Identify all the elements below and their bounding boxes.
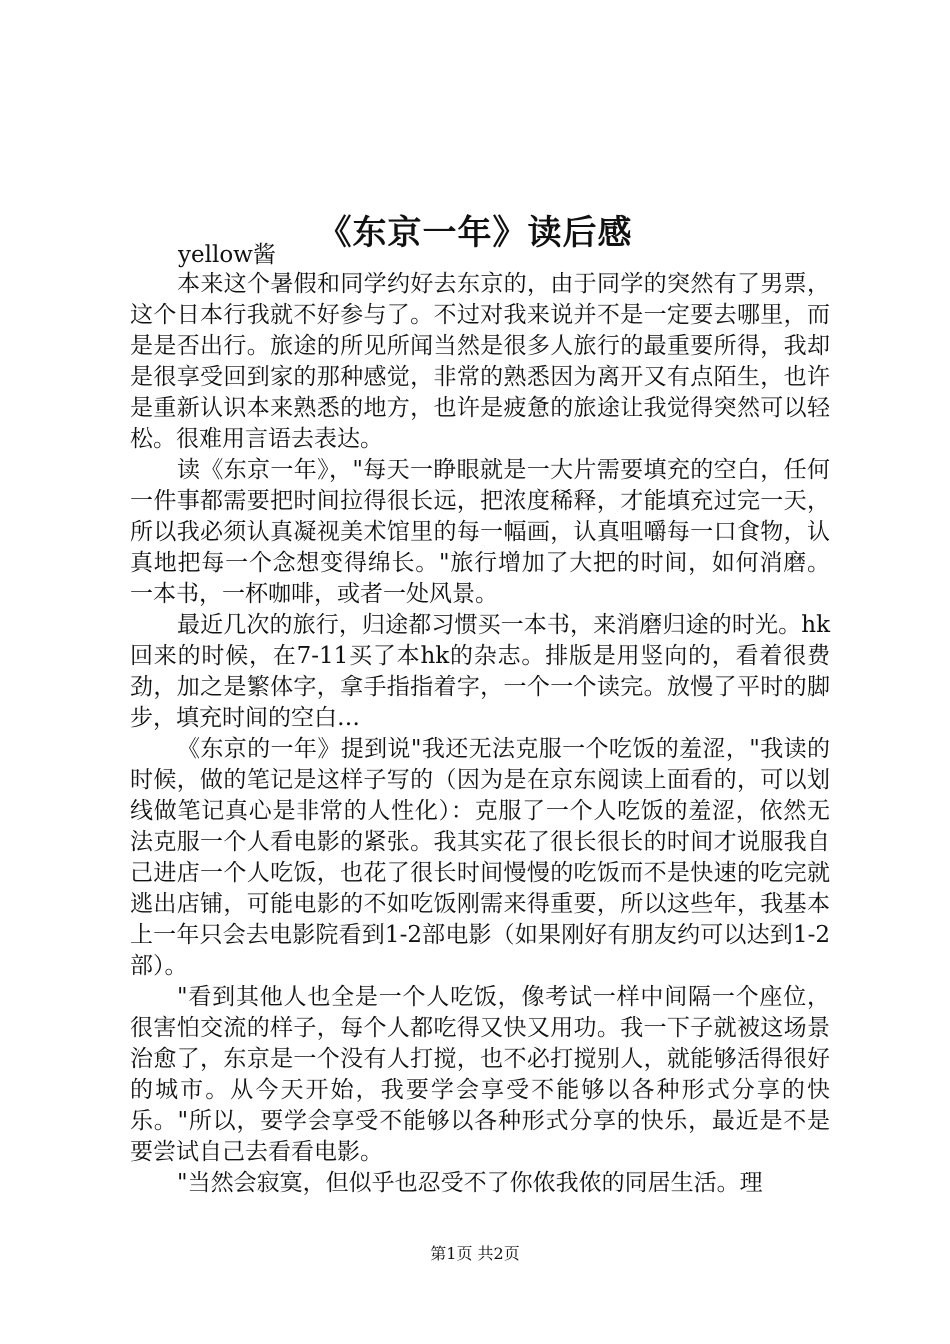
paragraph-1: 本来这个暑假和同学约好去东京的，由于同学的突然有了男票，这个日本行我就不好参与了。不过对我来说并不是一定要去哪里，而是是否出行。旅途的所见所闻当然是很多人旅行的最重要所得，我却是很享受回到家的那种感觉，非常的熟悉因为离开又有点陌生，也许是重新认识本来熟悉的地方，也许是疲惫的旅途让我觉得突然可以轻松。很难用言语去表达。 xyxy=(130,271,830,452)
paragraph-5: "看到其他人也全是一个人吃饭，像考试一样中间隔一个座位，很害怕交流的样子，每个人都吃得又快又用功。我一下子就被这场景治愈了，东京是一个没有人打搅，也不必打搅别人，就能够活得很好的城市。从今天开始，我要学会享受不能够以各种形式分享的快乐。"所以，要学会享受不能够以各种形式分享的快乐，最近是不是要尝试自己去看看电影。 xyxy=(130,984,830,1165)
document-title: 《东京一年》读后感 xyxy=(317,212,633,253)
paragraph-4: 《东京的一年》提到说"我还无法克服一个吃饭的羞涩，"我读的时候，做的笔记是这样子写的（因为是在京东阅读上面看的，可以划线做笔记真心是非常的人性化）：克服了一个人吃饭的羞涩，依然无法克服一个人看电影的紧张。我其实花了很长很长的时间才说服我自己进店一个人吃饭，也花了很长时间慢慢的吃饭而不是快速的吃完就逃出店铺，可能电影的不如吃饭刚需来得重要，所以这些年，我基本上一年只会去电影院看到1-2部电影（如果刚好有朋友约可以达到1-2部）。 xyxy=(130,736,830,979)
page-number-footer: 第1页 共2页 xyxy=(430,1244,520,1263)
paragraph-6: "当然会寂寞，但似乎也忍受不了你侬我侬的同居生活。理 xyxy=(177,1170,763,1196)
paragraph-2: 读《东京一年》，"每天一睁眼就是一大片需要填充的空白，任何一件事都需要把时间拉得很长远，把浓度稀释，才能填充过完一天，所以我必须认真凝视美术馆里的每一幅画，认真咀嚼每一口食物，认真地把每一个念想变得绵长。"旅行增加了大把的时间，如何消磨。一本书，一杯咖啡，或者一处风景。 xyxy=(130,457,830,607)
paragraph-3: 最近几次的旅行，归途都习惯买一本书，来消磨归途的时光。hk回来的时候，在7-11买了本hk的杂志。排版是用竖向的，看着很费劲，加之是繁体字，拿手指指着字，一个一个读完。放慢了平时的脚步，填充时间的空白… xyxy=(130,612,830,731)
author-name: yellow酱 xyxy=(178,242,276,268)
document-body xyxy=(130,240,830,1199)
